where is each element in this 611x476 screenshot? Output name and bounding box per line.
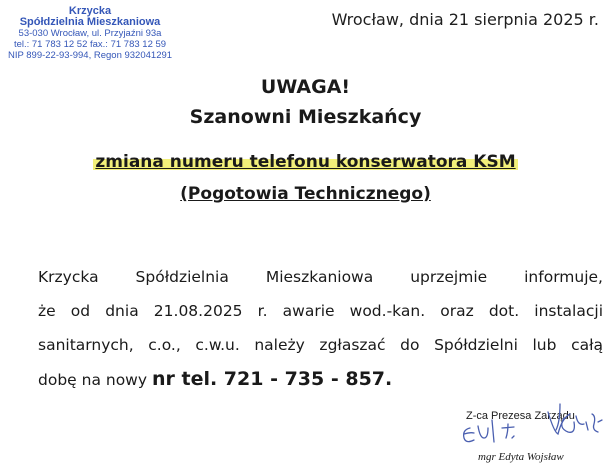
body-line-4: [38, 362, 603, 397]
stamp-nip-regon: NIP 899-22-93-994, Regon 932041291: [7, 50, 173, 61]
subject-line-1: [0, 152, 611, 172]
body-line-3: sanitarnych, c.o., c.w.u. należy zgłaszać do Spółdzielni lub całą: [38, 336, 603, 354]
page-title: UWAGA!: [260, 76, 351, 98]
document-date: Wrocław, dnia 21 sierpnia 2025 r.: [331, 10, 599, 29]
stamp-line-2: Spółdzielnia Mieszkaniowa: [19, 16, 161, 28]
stamp-line-1: Krzycka: [68, 5, 112, 17]
signatory-title: Z-ca Prezesa Zarządu: [466, 410, 575, 422]
notice-body: [38, 260, 603, 397]
signatory-name: mgr Edyta Wojsław: [478, 451, 564, 463]
handwritten-signature: [456, 398, 606, 454]
stamp-address: 53-030 Wrocław, ul. Przyjaźni 93a: [18, 28, 162, 39]
body-line-1: Krzycka Spółdzielnia Mieszkaniowa uprzejmie informuje,: [38, 268, 603, 286]
body-line-4-prefix: dobę na nowy: [38, 371, 152, 389]
new-phone-number: nr tel. 721 - 735 - 857.: [151, 368, 393, 390]
subject-highlight: zmiana numeru telefonu konserwatora KSM: [95, 152, 516, 172]
cooperative-stamp: [0, 6, 180, 61]
greeting: Szanowni Mieszkańcy: [189, 106, 422, 128]
body-line-2: że od dnia 21.08.2025 r. awarie wod.-kan. oraz dot. instalacji: [38, 302, 603, 320]
stamp-phone: tel.: 71 783 12 52 fax.: 71 783 12 59: [13, 39, 167, 50]
subject-line-2: (Pogotowia Technicznego): [180, 184, 431, 204]
